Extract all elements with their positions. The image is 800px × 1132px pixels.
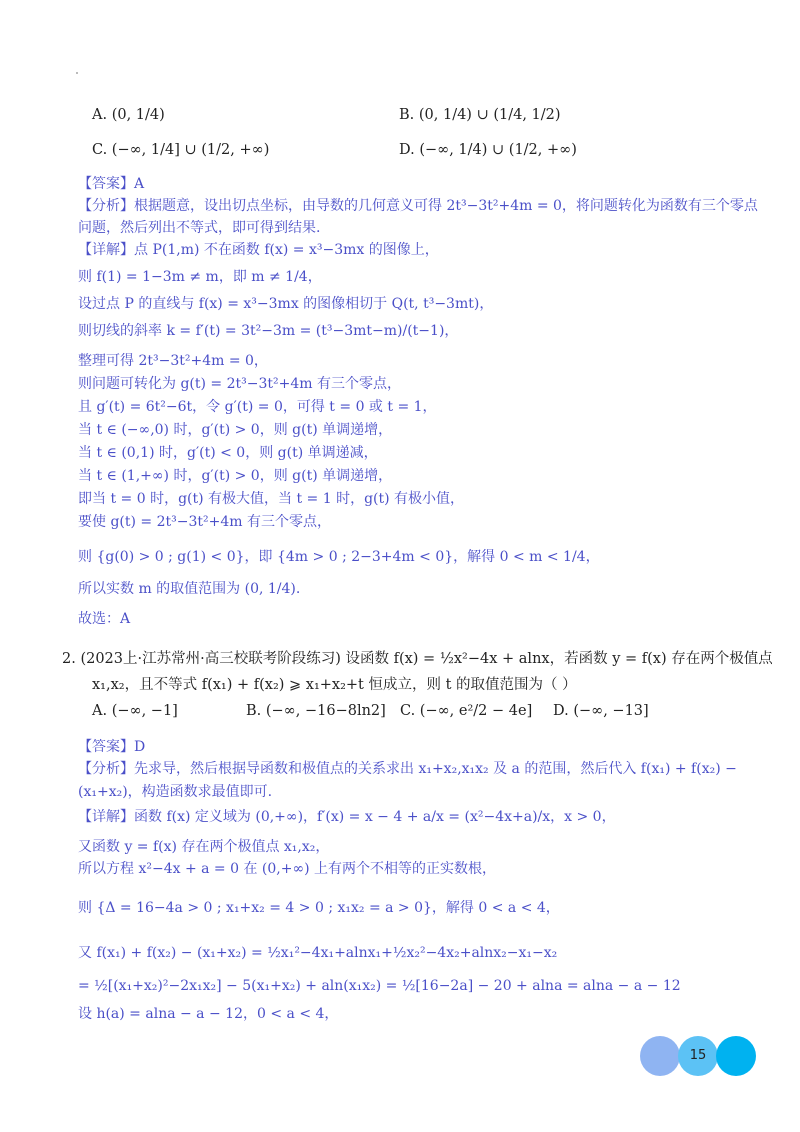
q1-analysis-line1: 【分析】根据题意，设出切点坐标，由导数的几何意义可得 2t³−3t²+4m = 0，将问题转化为函数有三个零点	[78, 198, 758, 214]
option-c-prev: C. (−∞, 1/4] ∪ (1/2, +∞)	[92, 142, 270, 158]
q1-detail-line: 故选：A	[78, 611, 131, 627]
q2-detail-line: 则 {Δ = 16−4a > 0 ; x₁+x₂ = 4 > 0 ; x₁x₂ = a > 0}，解得 0 < a < 4，	[78, 900, 560, 916]
badge-circle-right	[716, 1036, 756, 1076]
q1-detail-line: 且 g′(t) = 6t²−6t，令 g′(t) = 0，可得 t = 0 或 t = 1，	[78, 399, 437, 415]
page-number: 15	[689, 1048, 707, 1063]
q2-detail-line: 【详解】函数 f(x) 定义域为 (0,+∞)，f′(x) = x − 4 + a/x = (x²−4x+a)/x，x > 0，	[78, 809, 616, 825]
q2-analysis-line1: 【分析】先求导，然后根据导函数和极值点的关系求出 x₁+x₂,x₁x₂ 及 a 的范围，然后代入 f(x₁) + f(x₂) −	[78, 761, 737, 777]
page-number-badge	[640, 1036, 760, 1076]
q1-detail-line: 则切线的斜率 k = f′(t) = 3t²−3m = (t³−3mt−m)/(t−1)，	[78, 323, 459, 339]
q1-detail-line: 所以实数 m 的取值范围为 (0, 1/4).	[78, 581, 301, 597]
q2-option-b: B. (−∞, −16−8ln2]	[246, 703, 386, 719]
q1-detail-line: 整理可得 2t³−3t²+4m = 0，	[78, 353, 268, 369]
q1-analysis-line2: 问题，然后列出不等式，即可得到结果.	[78, 220, 321, 236]
q1-detail-line: 设过点 P 的直线与 f(x) = x³−3mx 的图像相切于 Q(t, t³−3mt)，	[78, 296, 494, 312]
q2-detail-line: 又函数 y = f(x) 存在两个极值点 x₁,x₂，	[78, 839, 330, 855]
q2-detail-line: = ½[(x₁+x₂)²−2x₁x₂] − 5(x₁+x₂) + aln(x₁x₂) = ½[16−2a] − 20 + alna = alna − a − 12	[78, 978, 681, 994]
q1-detail-line: 则 {g(0) > 0 ; g(1) < 0}，即 {4m > 0 ; 2−3+4m < 0}，解得 0 < m < 1/4，	[78, 549, 600, 565]
q2-analysis-line2: (x₁+x₂)，构造函数求最值即可.	[78, 784, 273, 800]
badge-circle-left	[640, 1036, 680, 1076]
option-a-prev: A. (0, 1/4)	[92, 107, 165, 123]
q2-detail-line: 又 f(x₁) + f(x₂) − (x₁+x₂) = ½x₁²−4x₁+alnx₁+½x₂²−4x₂+alnx₂−x₁−x₂	[78, 945, 558, 961]
q1-detail-line: 要使 g(t) = 2t³−3t²+4m 有三个零点，	[78, 514, 331, 530]
q1-detail-line: 则 f(1) = 1−3m ≠ m，即 m ≠ 1/4，	[78, 269, 322, 285]
option-d-prev: D. (−∞, 1/4) ∪ (1/2, +∞)	[399, 142, 577, 158]
q2-option-a: A. (−∞, −1]	[92, 703, 178, 719]
q2-detail-line: 所以方程 x²−4x + a = 0 在 (0,+∞) 上有两个不相等的正实数根，	[78, 861, 497, 877]
q1-detail-line: 当 t ∈ (1,+∞) 时，g′(t) > 0，则 g(t) 单调递增，	[78, 468, 393, 484]
q1-answer: 【答案】A	[78, 176, 145, 192]
q2-stem-line2: x₁,x₂，且不等式 f(x₁) + f(x₂) ⩾ x₁+x₂+t 恒成立，则 t 的取值范围为（ ）	[92, 677, 577, 693]
q2-detail-line: 设 h(a) = alna − a − 12，0 < a < 4，	[78, 1006, 339, 1022]
q1-detail-line: 即当 t = 0 时，g(t) 有极大值，当 t = 1 时，g(t) 有极小值，	[78, 491, 465, 507]
scan-dot	[76, 72, 78, 74]
q1-detail-line: 【详解】点 P(1,m) 不在函数 f(x) = x³−3mx 的图像上，	[78, 242, 439, 258]
q2-option-c: C. (−∞, e²/2 − 4e]	[400, 703, 533, 719]
q2-answer: 【答案】D	[78, 739, 146, 755]
option-b-prev: B. (0, 1/4) ∪ (1/4, 1/2)	[399, 107, 561, 123]
q2-option-d: D. (−∞, −13]	[553, 703, 649, 719]
q1-detail-line: 则问题可转化为 g(t) = 2t³−3t²+4m 有三个零点，	[78, 376, 401, 392]
q1-detail-line: 当 t ∈ (0,1) 时，g′(t) < 0，则 g(t) 单调递减，	[78, 445, 378, 461]
q1-detail-line: 当 t ∈ (−∞,0) 时，g′(t) > 0，则 g(t) 单调递增，	[78, 422, 393, 438]
q2-stem-line1: 2. (2023上·江苏常州·高三校联考阶段练习) 设函数 f(x) = ½x²−4x + alnx，若函数 y = f(x) 存在两个极值点	[62, 651, 773, 667]
